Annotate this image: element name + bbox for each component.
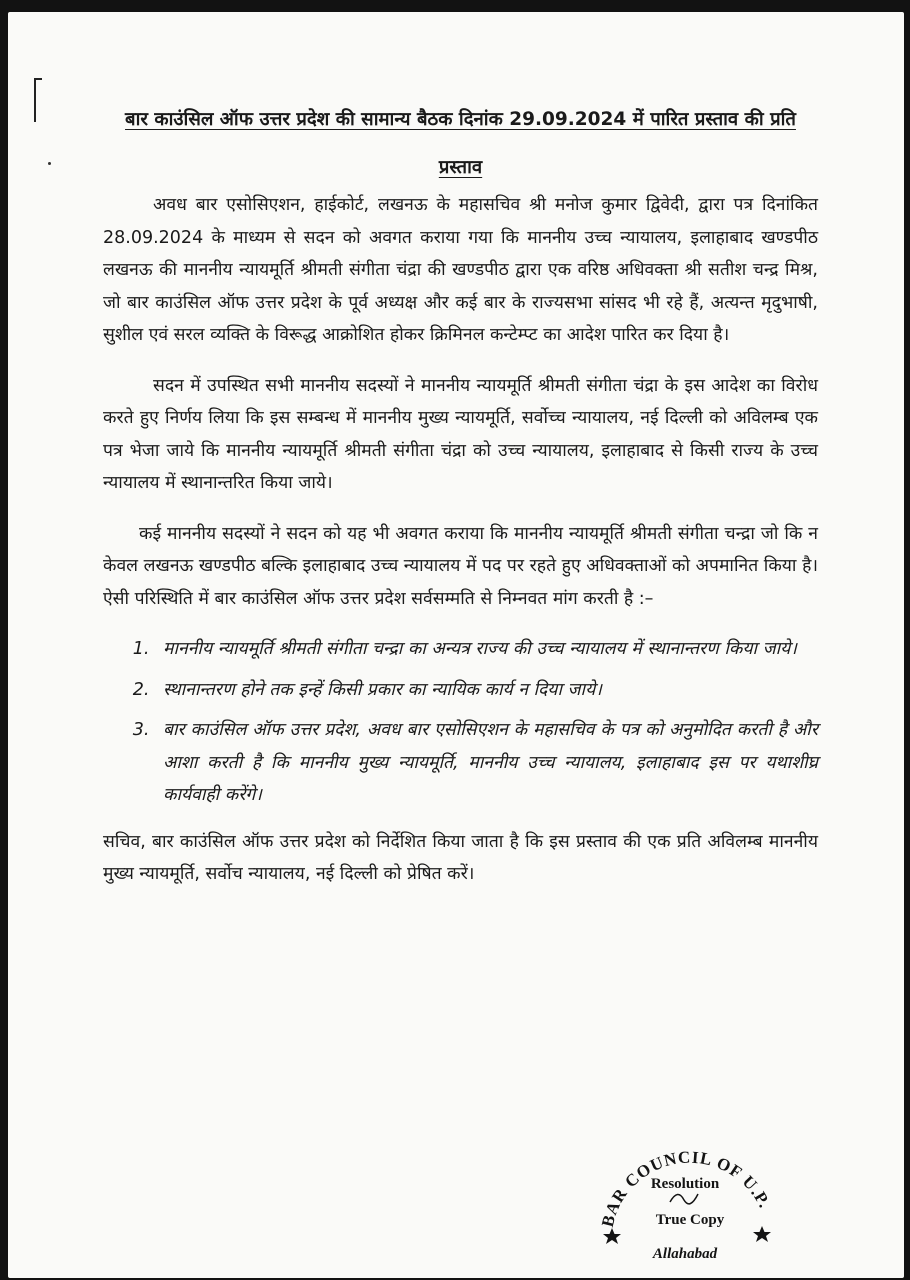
demands-list (103, 633, 818, 812)
paragraph-2: सदन में उपस्थित सभी माननीय सदस्यों ने माननीय न्यायमूर्ति श्रीमती संगीता चंद्रा के इस आदेश का विरोध करते हुए निर्णय लिया कि इस सम्बन्ध में माननीय मुख्य न्यायमूर्ति, सर्वोच्च न्यायालय, नई दिल्ली को अविलम्ब एक पत्र भेजा जाये कि माननीय न्यायमूर्ति श्रीमती संगीता चंद्रा को उच्च न्यायालय, इलाहाबाद से किसी राज्य के उच्च न्यायालय में स्थानान्तरित किया जाये। (103, 375, 818, 493)
paragraph-3: कई माननीय सदस्यों ने सदन को यह भी अवगत कराया कि माननीय न्यायमूर्ति श्रीमती संगीता चन्द्रा जो कि न केवल लखनऊ खण्डपीठ बल्कि इलाहाबाद उच्च न्यायालय में पद पर रहते हुए अधिवक्ताओं को अपमानित किया है। ऐसी परिस्थिति में बार काउंसिल ऑफ उत्तर प्रदेश सर्वसम्मति से निम्नवत मांग करती है :– (103, 523, 818, 609)
resolution-document (103, 107, 818, 891)
document-page (8, 12, 904, 1278)
margin-mark (34, 78, 42, 122)
paragraph-1: अवध बार एसोसिएशन, हाईकोर्ट, लखनऊ के महासचिव श्री मनोज कुमार द्विवेदी, द्वारा पत्र दिनांकित 28.09.2024 के माध्यम से सदन को अवगत कराया गया कि माननीय उच्च न्यायालय, इलाहाबाद खण्डपीठ लखनऊ की माननीय न्यायमूर्ति श्रीमती संगीता चंद्रा की खण्डपीठ द्वारा एक वरिष्ठ अधिवक्ता श्री सतीश चन्द्र मिश्र, जो बार काउंसिल ऑफ उत्तर प्रदेश के पूर्व अध्यक्ष और कई बार के राज्यसभा सांसद भी रहे हैं, अत्यन्त मृदुभाषी, सुशील एवं सरल व्यक्ति के विरूद्ध आक्रोशित होकर क्रिमिनल कन्टेम्प्ट का आदेश पारित कर दिया है। (103, 195, 818, 345)
demand-item-3: 3. बार काउंसिल ऑफ उत्तर प्रदेश, अवध बार एसोसिएशन के महासचिव के पत्र को अनुमोदित करती है और आशा करती है कि माननीय मुख्य न्यायमूर्ति, माननीय उच्च न्यायालय, इलाहाबाद इस पर यथाशीघ्र कार्यवाही करेंगे। (155, 714, 818, 812)
seal-star-right-icon (753, 1226, 771, 1242)
seal-bottom-text: Allahabad (652, 1246, 718, 1262)
seal-star-left-icon (603, 1228, 621, 1244)
bar-council-seal (590, 1120, 780, 1270)
resolution-heading: प्रस्ताव (438, 157, 483, 178)
signature-mark (670, 1194, 698, 1204)
demand-item-2: 2. स्थानान्तरण होने तक इन्हें किसी प्रकार का न्यायिक कार्य न दिया जाये। (155, 674, 818, 707)
demand-item-1: 1. माननीय न्यायमूर्ति श्रीमती संगीता चन्द्रा का अन्यत्र राज्य की उच्च न्यायालय में स्थानान्तरण किया जाये। (155, 633, 818, 666)
seal-line-true-copy: True Copy (655, 1212, 725, 1228)
seal-arc-text: BAR COUNCIL OF U.P. (597, 1147, 775, 1229)
closing-paragraph: सचिव, बार काउंसिल ऑफ उत्तर प्रदेश को निर्देशित किया जाता है कि इस प्रस्ताव की एक प्रति अविलम्ब माननीय मुख्य न्यायमूर्ति, सर्वोच न्यायालय, नई दिल्ली को प्रेषित करें। (103, 831, 818, 884)
margin-dot (48, 162, 51, 165)
seal-line-resolution: Resolution (650, 1176, 720, 1192)
document-title: बार काउंसिल ऑफ उत्तर प्रदेश की सामान्य बैठक दिनांक 29.09.2024 में पारित प्रस्ताव की प्रति (125, 109, 796, 130)
